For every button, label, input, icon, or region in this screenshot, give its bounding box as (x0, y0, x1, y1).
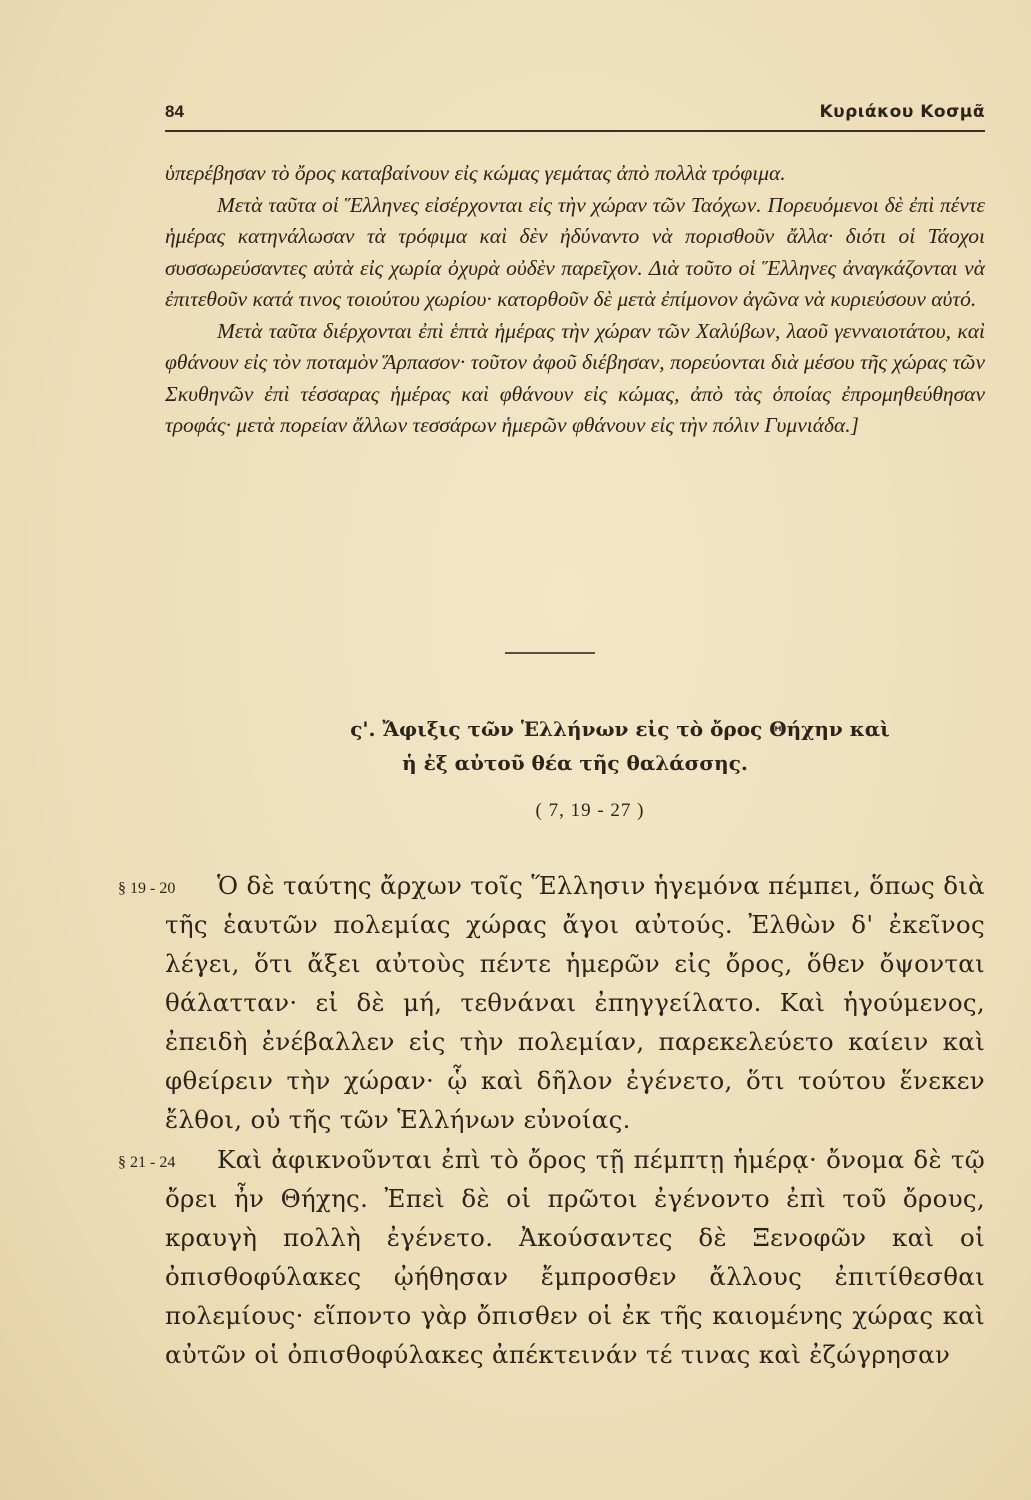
margin-section-ref: § 19 - 20 (118, 880, 176, 897)
margin-section-ref: § 21 - 24 (118, 1154, 176, 1171)
greek-passage (165, 866, 985, 1139)
page-number: 84 (165, 102, 184, 121)
intro-paragraph: Μετὰ ταῦτα διέρχονται ἐπὶ ἑπτὰ ἡμέρας τὴν χώραν τῶν Χαλύβων, λαοῦ γενναιοτάτου, καὶ φθάνουν εἰς τὸν ποταμὸν Ἅρπασον· τοῦτον ἀφοῦ διέβησαν, πορεύονται διὰ μέσου τῆς χώρας τῶν Σκυθηνῶν ἐπὶ τέσσαρας ἡμέρας καὶ φθάνουν εἰς κώμας, ἀπὸ τὰς ὁποίας ἐπρομηθεύθησαν τροφάς· μετὰ πορείαν ἄλλων τεσσάρων ἡμερῶν φθάνουν εἰς τὴν πόλιν Γυμνιάδα.] (165, 318, 985, 437)
running-title: Κυριάκου Κοσμᾶ (819, 102, 985, 122)
section-heading-line: ς'. Ἄφιξις τῶν Ἑλλήνων εἰς τὸ ὄρος Θήχην καὶ (350, 717, 890, 741)
introduction-text (165, 158, 985, 442)
intro-paragraph: ὑπερέβησαν τὸ ὄρος καταβαίνουν εἰς κώμας γεμάτας ἀπὸ πολλὰ τρόφιμα. (165, 161, 786, 185)
greek-paragraph: Ὁ δὲ ταύτης ἄρχων τοῖς Ἕλλησιν ἡγεμόνα πέμπει, ὅπως διὰ τῆς ἑαυτῶν πολεμίας χώρας ἄγοι αὐτούς. Ἐλθὼν δ' ἐκεῖνος λέγει, ὅτι ἄξει αὐτοὺς πέντε ἡμερῶν εἰς ὄρος, ὅθεν ὄψονται θάλατταν· εἰ δὲ μή, τεθνάναι ἐπηγγείλατο. Καὶ ἡγούμενος, ἐπειδὴ ἐνέβαλλεν εἰς τὴν πολεμίαν, παρεκελεύετο καίειν καὶ φθείρειν τὴν χώραν· ᾧ καὶ δῆλον ἐγένετο, ὅτι τούτου ἕνεκεν ἔλθοι, οὐ τῆς τῶν Ἑλλήνων εὐνοίας. (165, 871, 985, 1134)
running-header (165, 100, 985, 132)
section-heading (165, 712, 985, 780)
section-reference: ( 7, 19 - 27 ) (535, 800, 645, 821)
section-heading-line: ἡ ἐξ αὐτοῦ θέα τῆς θαλάσσης. (402, 751, 748, 775)
greek-passage (165, 1140, 985, 1374)
intro-paragraph: Μετὰ ταῦτα οἱ Ἕλληνες εἰσέρχονται εἰς τὴν χώραν τῶν Ταόχων. Πορευόμενοι δὲ ἐπὶ πέντε ἡμέρας κατηνάλωσαν τὰ τρόφιμα καὶ δὲν ἠδύναντο νὰ πορισθοῦν ἄλλα· διότι οἱ Τάοχοι συσσωρεύσαντες αὐτὰ εἰς χωρία ὀχυρὰ οὐδὲν παρεῖχον. Διὰ τοῦτο οἱ Ἕλληνες ἀναγκάζονται νὰ ἐπιτεθοῦν κατά τινος τοιούτου χωρίου· κατορθοῦν δὲ μετὰ ἐπίμονον ἀγῶνα νὰ κυριεύσουν αὐτό. (165, 192, 985, 311)
greek-paragraph: Καὶ ἀφικνοῦνται ἐπὶ τὸ ὄρος τῇ πέμπτῃ ἡμέρᾳ· ὄνομα δὲ τῷ ὄρει ἦν Θήχης. Ἐπεὶ δὲ οἱ πρῶτοι ἐγένοντο ἐπὶ τοῦ ὄρους, κραυγὴ πολλὴ ἐγένετο. Ἀκούσαντες δὲ Ξενοφῶν καὶ οἱ ὀπισθοφύλακες ᾠήθησαν ἔμπροσθεν ἄλλους ἐπιτίθεσθαι πολεμίους· εἵποντο γὰρ ὄπισθεν οἱ ἐκ τῆς καιομένης χώρας καὶ αὐτῶν οἱ ὀπισθοφύλακες ἀπέκτεινάν τέ τινας καὶ ἐζώγρησαν (165, 1145, 985, 1369)
section-divider (505, 652, 595, 654)
